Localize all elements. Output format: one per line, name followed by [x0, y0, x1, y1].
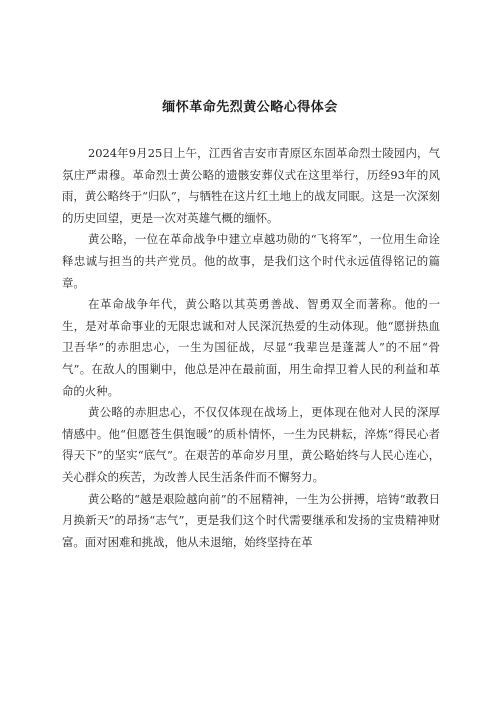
paragraph-5: 黄公略的“越是艰险越向前”的不屈精神，一生为公拼搏，培铸“敢教日月换新天”的昂扬“志气”，更是我们这个时代需要继承和发扬的宝贵精神财富。面对困难和挑战，他从未退缩，始终坚持在革	[62, 491, 440, 549]
document-title: 缅怀革命先烈黄公略心得体会	[162, 100, 338, 115]
paragraph-3: 在革命战争年代，黄公略以其英勇善战、智勇双全而著称。他的一生，是对革命事业的无限忠诚和对人民深沉热爱的生动体现。他“愿拼热血卫吾华”的赤胆忠心，一生为国征战，尽显“我辈岂是蓬蒿人”的不屈“骨气”。在敌人的围剿中，他总是冲在最前面，用生命捍卫着人民的利益和革命的火种。	[62, 297, 440, 398]
paragraph-1: 2024年9月25日上午，江西省吉安市青原区东固革命烈士陵园内，气氛庄严肃穆。革命烈士黄公略的遗骸安葬仪式在这里举行，历经93年的风雨，黄公略终于“归队”，与牺牲在这片红土地上的战友同眠。这是一次深刻的历史回望，更是一次对英雄气概的缅怀。	[62, 146, 440, 225]
paragraph-2: 黄公略，一位在革命战争中建立卓越功勋的“飞将军”，一位用生命诠释忠诚与担当的共产党员。他的故事，是我们这个时代永远值得铭记的篇章。	[62, 232, 440, 290]
document-body	[62, 143, 440, 553]
paragraph-4: 黄公略的赤胆忠心，不仅仅体现在战场上，更体现在他对人民的深厚情感中。他“但愿苍生俱饱暖”的质朴情怀，一生为民耕耘，淬炼“得民心者得天下”的坚实“底气”。在艰苦的革命岁月里，黄公略始终与人民心连心，关心群众的疾苦，为改善人民生活条件而不懈努力。	[62, 405, 440, 484]
